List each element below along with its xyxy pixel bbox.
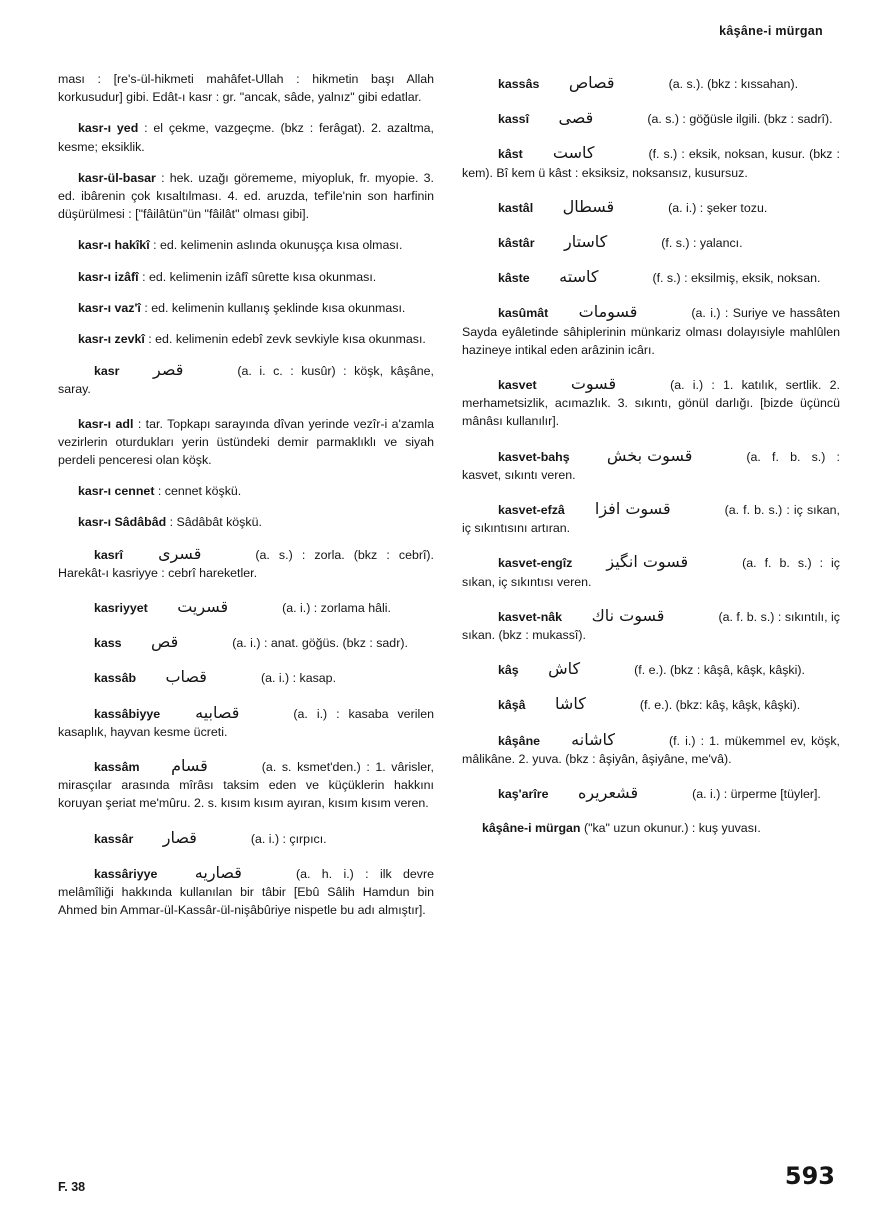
dictionary-entry (58, 545, 434, 582)
dictionary-entry (462, 731, 840, 768)
entry-arabic-script: قصر (153, 360, 184, 380)
dictionary-entry (462, 74, 840, 93)
dictionary-entry (58, 361, 434, 398)
dictionary-entry (462, 784, 840, 803)
entry-arabic-script: قسوت (570, 374, 617, 394)
dictionary-entry (58, 236, 434, 254)
entry-headword: kasr-ül-basar (78, 170, 156, 185)
dictionary-entry (462, 198, 840, 217)
entry-definition: ("ka" uzun okunur.) : kuş yuvası. (583, 821, 761, 836)
dictionary-entry (58, 299, 434, 317)
entry-arabic-script: قسرى (158, 543, 202, 563)
entry-headword: kassâbiyye (94, 706, 161, 721)
entry-definition: (a. i.) : Suriye ve hassâten Sayda eyâletinde sâhiplerinin münkariz olması dolayısiyle mahlûlen hazineye intikal eden arâzinin icârı. (462, 306, 840, 357)
dictionary-entry (462, 607, 840, 644)
entry-headword: kasr-ı izâfî (78, 269, 139, 284)
entry-definition: : ed. kelimenin aslında okunuşça kısa olması. (153, 238, 403, 253)
entry-arabic-script: كاستار (563, 232, 608, 252)
entry-definition: (a. i. c. : kusûr) : köşk, kâşâne, saray. (58, 364, 434, 397)
entry-arabic-script: قسوت افزا (594, 499, 671, 519)
dictionary-entry (462, 695, 840, 714)
entry-headword: kâşâ (498, 698, 526, 713)
entry-arabic-script: قصار (162, 827, 197, 847)
entry-definition: (a. s.). (bkz : kıssahan). (668, 77, 799, 91)
entry-headword: kasûmât (498, 306, 549, 321)
dictionary-entry (58, 598, 434, 617)
entry-definition: (a. i.) : şeker tozu. (668, 200, 768, 215)
dictionary-entry (462, 268, 840, 287)
entry-headword: kâste (498, 271, 530, 286)
entry-arabic-script: كاست (552, 143, 595, 163)
entry-definition: (f. e.). (bkz : kâşâ, kâşk, kâşki). (634, 663, 805, 678)
dictionary-entry (462, 500, 840, 537)
entry-definition: (a. h. i.) : ilk devre melâmîliği hakkında kullanılan bir tâbir [Ebû Sâlih Hamdun bin Ahmed bin Ammar-ül-Kassâr-ül-nişâbûriye nispetle bu adı almıştır]. (58, 866, 434, 918)
entry-arabic-script: قصابيه (195, 702, 240, 722)
entry-definition: (a. i.) : anat. göğüs. (bkz : sadr). (232, 636, 408, 651)
entry-arabic-script: قص (151, 632, 179, 652)
dictionary-entry (462, 819, 840, 837)
entry-arabic-script: قصاص (568, 73, 615, 92)
dictionary-entry (58, 633, 434, 652)
entry-arabic-script: كاش (548, 659, 581, 679)
entry-headword: kasr-ı cennet (78, 484, 155, 499)
entry-arabic-script: كاسته (559, 267, 599, 287)
entry-headword: kasvet-engîz (498, 556, 573, 571)
dictionary-entry (58, 757, 434, 813)
dictionary-entry (462, 109, 840, 128)
dictionary-entry (462, 375, 840, 431)
entry-arabic-script: قصى (558, 108, 594, 128)
entry-definition: : Sâdâbât köşkü. (169, 515, 262, 530)
entry-headword: kasr-ı vaz'î (78, 300, 141, 315)
entry-definition: : ed. kelimenin izâfî sûrette kısa okunması. (142, 269, 377, 284)
dictionary-entry (58, 513, 434, 531)
entry-headword: kasvet-nâk (498, 609, 563, 624)
entry-arabic-script: قسوت ناك (591, 605, 665, 625)
left-column (58, 70, 434, 936)
entry-definition: : hek. uzağı görememe, miyopluk, fr. myopie. 3. ed. ibârenin çok kısaltılması. 4. ed. aruzda, tef'ile'nin son harfinin düşürülmesi : ["fâilâtün"ün "fâilât" olması gibi]. (58, 170, 434, 222)
dictionary-entry (58, 704, 434, 741)
entry-definition: (f. s.) : eksik, noksan, kusur. (bkz : kem). Bî kem ü kâst : eksiksiz, noksansız, kusursuz. (462, 147, 840, 180)
entry-arabic-script: كاشا (555, 694, 586, 714)
entry-definition: (a. i.) : kasap. (260, 671, 337, 686)
entry-headword: kasr-ı Sâdâbâd (78, 515, 167, 530)
entry-headword: kassâr (94, 831, 134, 846)
entry-headword: kasr-ı zevkî (78, 332, 145, 347)
dictionary-entry (58, 268, 434, 286)
page-number: 593 (784, 1162, 835, 1190)
entry-headword: kasvet (498, 378, 537, 393)
entry-headword: kasrî (94, 547, 123, 562)
entry-definition: (f. s.) : eksilmiş, eksik, noksan. (652, 271, 821, 286)
entry-definition: (a. f. b. s.) : kasvet, sıkıntı veren. (462, 449, 841, 482)
dictionary-entry (58, 415, 434, 470)
entry-definition: (f. e.). (bkz: kâş, kâşk, kâşki). (639, 698, 801, 713)
dictionary-entry (462, 144, 840, 181)
entry-headword: kâşâne (498, 733, 541, 748)
entry-arabic-script: قسام (171, 756, 208, 776)
running-head: kâşâne-i mürgan (719, 24, 823, 38)
dictionary-entry (58, 330, 434, 348)
entry-definition: (f. i.) : 1. mükemmel ev, köşk, mâlikâne. 2. yuva. (bkz : âşiyân, âşiyâne, me'vâ). (462, 733, 840, 766)
entry-arabic-script: قسوت بخش (606, 445, 693, 465)
dictionary-entry (462, 447, 840, 484)
entry-definition: (a. i.) : 1. katılık, sertlik. 2. merhametsizlik, acımazlık. 3. sıkıntı, gönül darlığı. [bizde üçüncü mânâsı kullanılır]. (462, 378, 840, 429)
entry-headword: kass (94, 636, 122, 651)
entry-headword: kastâl (498, 200, 534, 215)
dictionary-entry (462, 660, 840, 679)
dictionary-entry (58, 864, 434, 920)
entry-headword: kasr-ı yed (78, 121, 139, 136)
dictionary-entry (58, 119, 434, 155)
entry-headword: kasr-ı hakîkî (78, 238, 150, 253)
entry-headword: kâş (498, 663, 519, 678)
entry-definition: : tar. Topkapı sarayında dîvan yerinde vezîr-i a'zamla vezirlerin oturdukları yerin üstündeki demir parmaklıklı ve siyah perdeli penceresi olan köşk. (58, 416, 434, 468)
dictionary-entry (58, 482, 434, 500)
entry-definition: : el çekme, vazgeçme. (bkz : ferâgat). 2. azaltma, kesme; eksiklik. (58, 121, 434, 154)
signature-mark: F. 38 (58, 1180, 86, 1194)
entry-arabic-script: قسطال (562, 196, 615, 216)
entry-headword: kassâm (94, 760, 140, 775)
entry-definition: (a. f. b. s.) : iç sıkan, iç sıkıntısını artıran. (462, 503, 840, 536)
entry-definition: (f. s.) : yalancı. (661, 236, 743, 251)
entry-headword: kaş'arîre (498, 787, 549, 802)
entry-headword: kasr-ı adl (78, 416, 134, 431)
entry-headword: kassî (498, 112, 530, 127)
dictionary-entry (58, 829, 434, 848)
entry-definition: (a. i.) : ürperme [tüyler]. (692, 787, 821, 802)
entry-headword: kâstâr (498, 236, 535, 251)
right-column (462, 70, 840, 850)
entry-definition: (a. s.) : göğüsle ilgili. (bkz : sadrî). (647, 112, 833, 127)
entry-headword: kâşâne-i mürgan (482, 821, 581, 836)
dictionary-entry (462, 553, 840, 590)
entry-headword: kâst (498, 147, 523, 162)
dictionary-entry (58, 668, 434, 687)
entry-definition: (a. i.) : kasaba verilen kasaplık, hayvan kesme ücreti. (58, 706, 434, 739)
entry-headword: kassâs (498, 77, 540, 91)
entry-arabic-script: كاشانه (571, 729, 615, 749)
entry-headword: kassâriyye (94, 866, 158, 881)
entry-headword: kasriyyet (94, 601, 148, 616)
entry-headword: kasvet-bahş (498, 449, 570, 464)
entry-arabic-script: قسريت (177, 597, 229, 617)
entry-definition: (a. f. b. s.) : iç sıkan, iç sıkıntısı veren. (462, 556, 840, 589)
entry-arabic-script: قصاب (165, 667, 207, 687)
entry-definition: (a. i.) : zorlama hâli. (282, 601, 391, 616)
entry-headword: kasr (94, 364, 120, 379)
entry-definition: (a. i.) : çırpıcı. (250, 831, 327, 846)
entry-arabic-script: قسوت انگيز (606, 552, 689, 572)
entry-headword: kasvet-efzâ (498, 503, 565, 518)
entry-definition: : cennet köşkü. (157, 484, 242, 499)
dictionary-entry (462, 233, 840, 252)
entry-definition: : ed. kelimenin kullanış şeklinde kısa okunması. (144, 300, 406, 315)
entry-definition: (a. f. b. s.) : sıkıntılı, iç sıkan. (bkz : mukassî). (462, 609, 840, 643)
entry-definition: : ed. kelimenin edebî zevk sevkiyle kısa okunması. (148, 332, 426, 347)
entry-arabic-script: قسومات (578, 302, 638, 322)
entry-headword: kassâb (94, 671, 137, 686)
entry-definition: ması : [re's-ül-hikmeti mahâfet-Ullah : hikmetin başı Allah korkusudur] gibi. Edât-ı kasr : gr. "ancak, sâde, yalnız" gibi edatlar. (58, 72, 434, 105)
entry-definition: (a. s.) : zorla. (bkz : cebrî). Harekât-ı kasriyye : cebrî hareketler. (58, 547, 434, 580)
dictionary-entry (58, 70, 434, 106)
dictionary-entry (462, 303, 840, 359)
entry-definition: (a. s. ksmet'den.) : 1. vârisler, mirasçılar arasında mîrâsı taksim eden ve küçüklerin hakkını koruyan şeriat me'mûru. 2. s. kısım kısım ayıran, kısım kısım veren. (58, 760, 434, 811)
entry-arabic-script: قصاريه (194, 862, 242, 882)
dictionary-entry (58, 169, 434, 224)
entry-arabic-script: قشعريره (577, 783, 639, 803)
